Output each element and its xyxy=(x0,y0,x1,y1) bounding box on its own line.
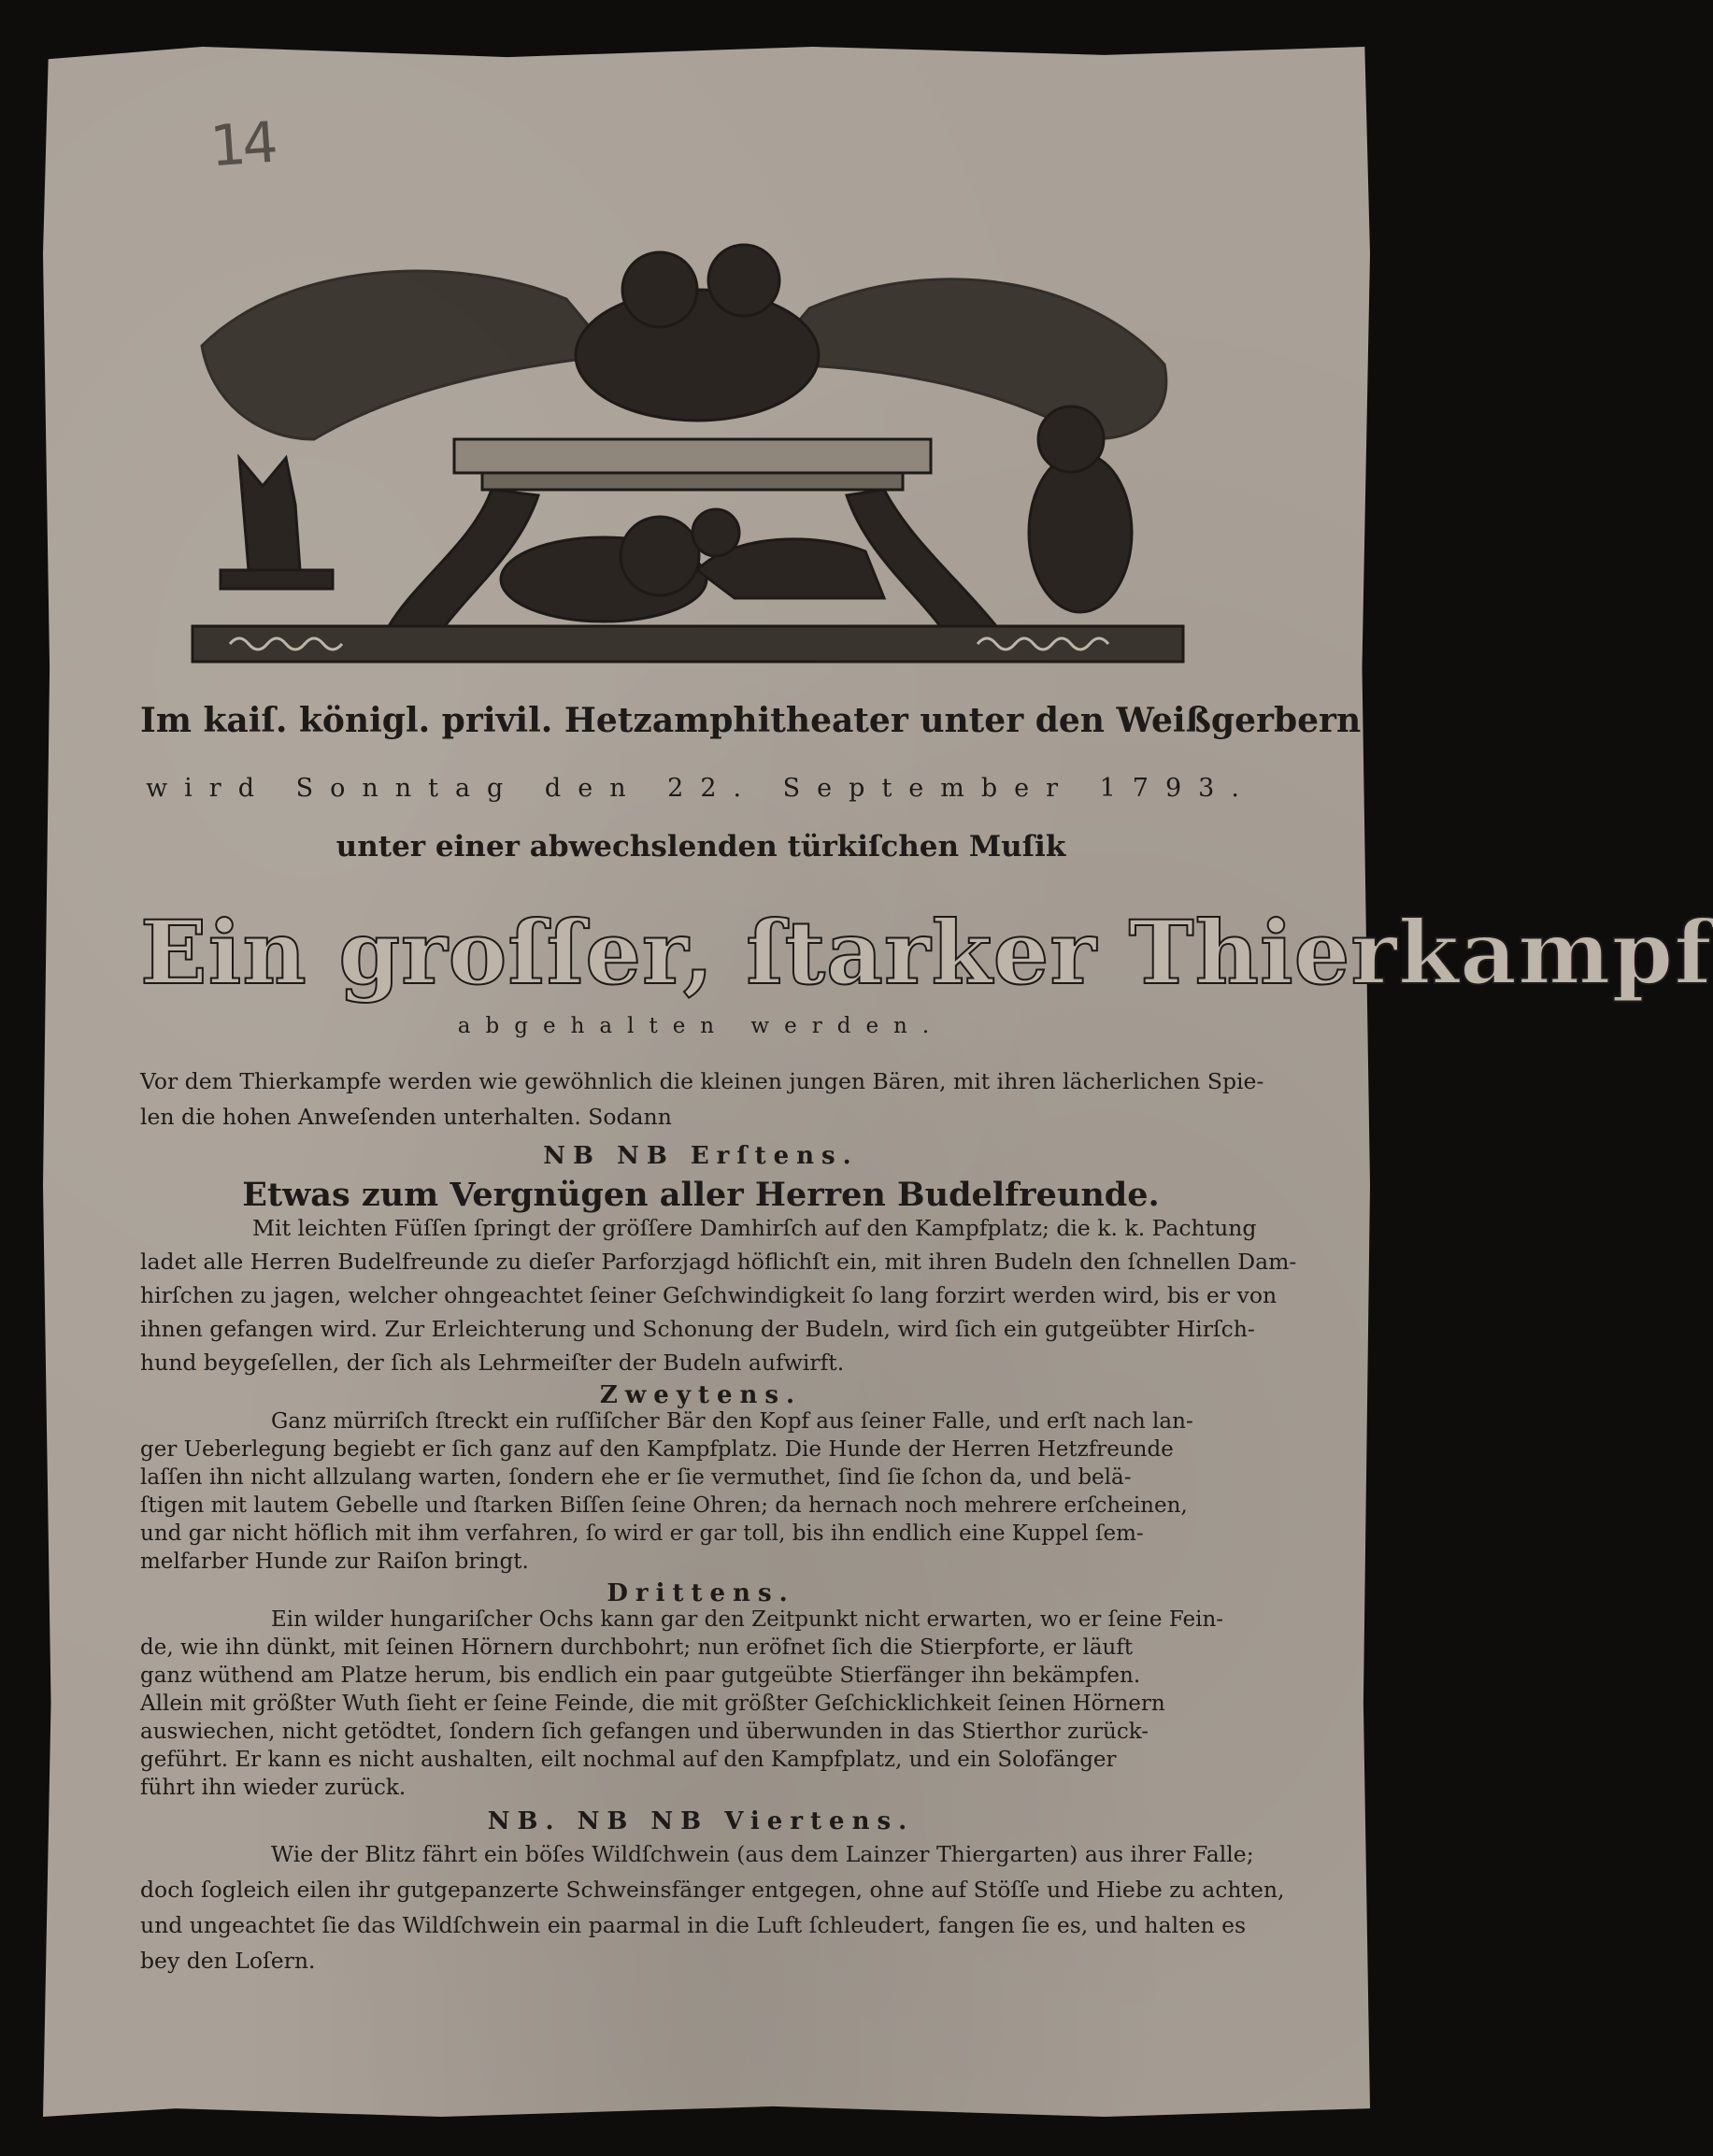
intro-line: len die hohen Anweſenden unterhalten. Sodann xyxy=(140,1104,672,1130)
section-heading: NB NB Erſtens. xyxy=(543,1142,859,1170)
heading-music-line: unter einer abwechslenden türkiſchen Muſik xyxy=(335,830,1066,864)
intro-line: Vor dem Thierkampfe werden wie gewöhnlich die kleinen jungen Bären, mit ihren lächerlichen Spie- xyxy=(140,1068,1264,1094)
section-text-line: Ein wilder hungariſcher Ochs kann gar den Zeitpunkt nicht erwarten, wo er ſeine Fein- xyxy=(271,1607,1224,1632)
section-text-line: geführt. Er kann es nicht aushalten, eilt nochmal auf den Kampfplatz, und ein Solofänger xyxy=(140,1748,1117,1772)
section-text-line: ihnen gefangen wird. Zur Erleichterung und Schonung der Budeln, wird ſich ein gutgeübter Hirſch- xyxy=(140,1316,1255,1342)
section-text-line: und gar nicht höflich mit ihm verfahren, ſo wird er gar toll, bis ihn endlich eine Kuppel ſem- xyxy=(140,1521,1144,1546)
woodcut-illustration xyxy=(174,224,1202,664)
section-text-line: ſtigen mit lautem Gebelle und ſtarken Biſſen ſeine Ohren; da hernach noch mehrere erſcheinen, xyxy=(140,1493,1188,1518)
folio-number: 14 xyxy=(207,109,277,180)
section-text-line: de, wie ihn dünkt, mit ſeinen Hörnern durchbohrt; nun eröfnet ſich die Stierpforte, er läuft xyxy=(140,1635,1134,1660)
section-heading: NB. NB NB Viertens. xyxy=(487,1807,915,1835)
heading-held-line: abgehalten werden. xyxy=(457,1014,945,1038)
section-text-line: Mit leichten Füſſen ſpringt der gröſſere Damhirſch auf den Kampfplatz; die k. k. Pachtung xyxy=(252,1215,1257,1241)
section-text-line: führt ihn wieder zurück. xyxy=(140,1776,407,1800)
main-title: Ein groſſer, ſtarker Thierkampf xyxy=(140,902,1713,1005)
section-heading: Drittens. xyxy=(607,1579,795,1607)
section-text-line: ladet alle Herren Budelfreunde zu dieſer Parforzjagd höflichſt ein, mit ihren Budeln den ſchnellen Dam- xyxy=(140,1249,1297,1275)
section-text-line: und ungeachtet ſie das Wildſchwein ein paarmal in die Luft ſchleudert, fangen ſie es, und halten es xyxy=(140,1912,1247,1938)
section-text-line: ger Ueberlegung begiebt er ſich ganz auf den Kampfplatz. Die Hunde der Herren Hetzfreunde xyxy=(140,1437,1174,1462)
section-text-line: ganz wüthend am Platze herum, bis endlich ein paar gutgeübte Stierfänger ihn bekämpfen. xyxy=(140,1663,1141,1688)
section-text-line: Allein mit größter Wuth ſieht er ſeine Feinde, die mit größter Geſchicklichkeit ſeinen Hörnern xyxy=(140,1692,1165,1716)
section-text-line: hirſchen zu jagen, welcher ohngeachtet ſeiner Geſchwindigkeit ſo lang forzirt werden wird, bis er von xyxy=(140,1282,1278,1308)
section-text-line: bey den Loſern. xyxy=(140,1948,316,1974)
section-text-line: Ganz mürriſch ſtreckt ein ruſſiſcher Bär den Kopf aus ſeiner Falle, und erſt nach lan- xyxy=(271,1409,1193,1434)
section-subheading: Etwas zum Vergnügen aller Herren Budelfreunde. xyxy=(242,1176,1160,1214)
section-text-line: auswiechen, nicht getödtet, ſondern ſich gefangen und überwunden in das Stierthor zurück- xyxy=(140,1720,1149,1744)
section-text-line: doch ſogleich eilen ihr gutgepanzerte Schweinsfänger entgegen, ohne auf Stöſſe und Hiebe zu achten, xyxy=(140,1877,1285,1903)
heading-date-line: wird Sonntag den 22. September 1793. xyxy=(146,774,1256,803)
section-heading: Zweytens. xyxy=(599,1381,803,1409)
section-text-line: melfarber Hunde zur Raiſon bringt. xyxy=(140,1549,529,1574)
section-text-line: laſſen ihn nicht allzulang warten, ſondern ehe er ſie vermuthet, ſind ſie ſchon da, und belä- xyxy=(140,1465,1132,1490)
section-text-line: Wie der Blitz fährt ein böſes Wildſchwein (aus dem Lainzer Thiergarten) aus ihrer Falle; xyxy=(271,1841,1254,1867)
section-text-line: hund beygeſellen, der ſich als Lehrmeiſter der Budeln aufwirft. xyxy=(140,1349,845,1376)
heading-line-1: Im kaiſ. königl. privil. Hetzamphitheater unter den Weißgerbern xyxy=(140,701,1362,740)
